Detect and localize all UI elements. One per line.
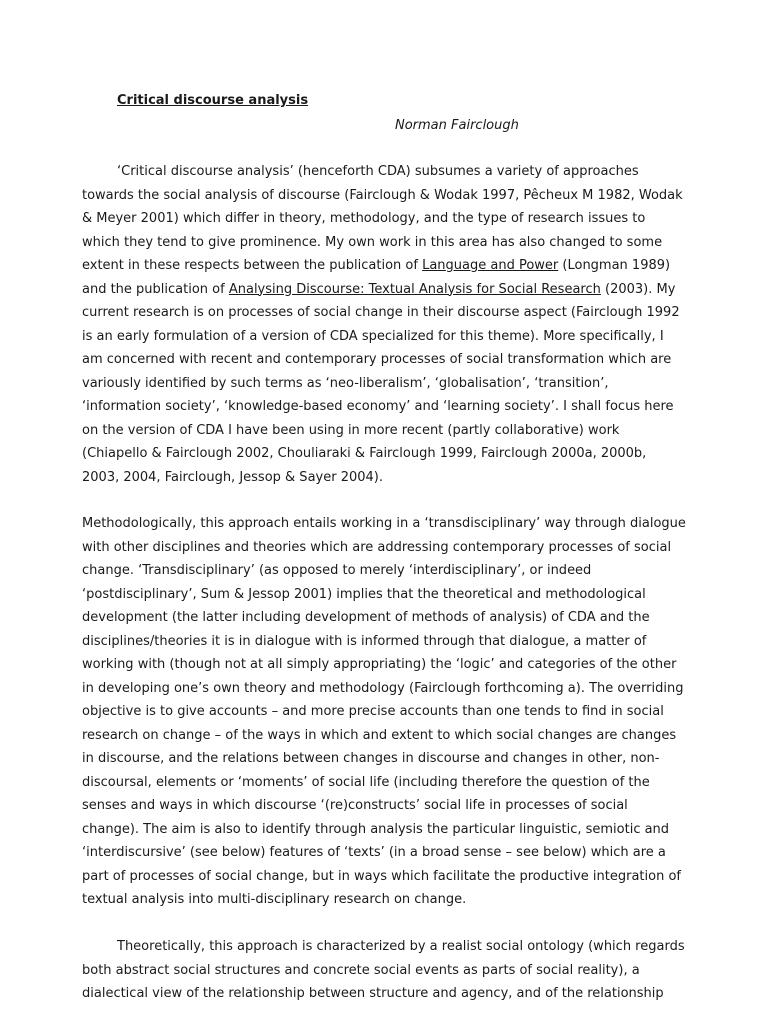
paragraph-introduction — [82, 160, 722, 489]
text-line: Theoretically, this approach is characterized by a realist social ontology (which regards — [117, 939, 685, 954]
text-line: current research is on processes of social change in their discourse aspect (Fairclough 1992 — [82, 305, 680, 320]
text-line — [82, 278, 722, 302]
text-line: is an early formulation of a version of CDA specialized for this theme). More specifically, I — [82, 328, 664, 344]
text-segment: extent in these respects between the publication of — [82, 258, 423, 273]
text-line: & Meyer 2001) which differ in theory, methodology, and the type of research issues to — [82, 211, 646, 226]
text-line: working with (though not at all simply appropriating) the ‘logic’ and categories of the other — [82, 657, 677, 672]
document-title: Critical discourse analysis — [117, 93, 309, 108]
text-line: textual analysis into multi-disciplinary research on change. — [82, 892, 467, 907]
text-line: in discourse, and the relations between changes in discourse and changes in other, non- — [82, 751, 660, 766]
underlined-book-title: Analysing Discourse: Textual Analysis for Social Research — [228, 281, 601, 297]
text-line: change. ‘Transdisciplinary’ (as opposed to merely ‘interdisciplinary’, or indeed — [82, 563, 592, 578]
text-line: ‘postdisciplinary’, Sum & Jessop 2001) implies that the theoretical and methodological — [82, 586, 646, 602]
text-line: (Chiapello & Fairclough 2002, Chouliaraki & Fairclough 1999, Fairclough 2000a, 2000b, — [82, 446, 647, 461]
text-line — [82, 254, 722, 278]
text-line: development (the latter including development of methods of analysis) of CDA and the — [82, 610, 650, 625]
text-line: am concerned with recent and contemporary processes of social transformation which are — [82, 352, 672, 367]
text-line: disciplines/theories it is in dialogue with is informed through that dialogue, a matter of — [82, 633, 647, 649]
paragraph-theory — [82, 935, 722, 1006]
text-line: towards the social analysis of discourse (Fairclough & Wodak 1997, Pêcheux M 1982, Wodak — [82, 187, 683, 203]
text-segment: and the publication of — [82, 281, 229, 297]
text-segment: (2003). My — [600, 281, 676, 297]
text-line: ‘information society’, ‘knowledge-based economy’ and ‘learning society’. I shall focus here — [82, 399, 674, 414]
text-line: discoursal, elements or ‘moments’ of social life (including therefore the question of the — [82, 774, 650, 790]
text-segment: (Longman 1989) — [558, 258, 671, 273]
document-author: Norman Fairclough — [395, 118, 519, 133]
text-line: Methodologically, this approach entails working in a ‘transdisciplinary’ way through dialogue — [82, 516, 686, 531]
text-line: objective is to give accounts – and more precise accounts than one tends to find in social — [82, 704, 664, 719]
text-line: change). The aim is also to identify through analysis the particular linguistic, semiotic and — [82, 821, 670, 837]
text-line: in developing one’s own theory and methodology (Fairclough forthcoming a). The overriding — [82, 680, 684, 696]
text-line: 2003, 2004, Fairclough, Jessop & Sayer 2004). — [82, 469, 383, 485]
text-line: both abstract social structures and concrete social events as parts of social reality), a — [82, 962, 640, 978]
text-line: which they tend to give prominence. My own work in this area has also changed to some — [82, 234, 663, 250]
text-line: dialectical view of the relationship between structure and agency, and of the relationship — [82, 986, 664, 1001]
text-line: part of processes of social change, but in ways which facilitate the productive integration of — [82, 868, 681, 884]
text-line: senses and ways in which discourse ‘(re)constructs’ social life in processes of social — [82, 798, 628, 813]
underlined-book-title: Language and Power — [422, 258, 559, 273]
text-line: ‘Critical discourse analysis’ (henceforth CDA) subsumes a variety of approaches — [117, 164, 639, 179]
text-line: research on change – of the ways in which and extent to which social changes are changes — [82, 727, 677, 743]
paragraph-methodology — [82, 512, 722, 912]
text-line: ‘interdiscursive’ (see below) features of ‘texts’ (in a broad sense – see below) which are a — [82, 845, 666, 860]
text-line: with other disciplines and theories which are addressing contemporary processes of social — [82, 539, 672, 555]
text-line: variously identified by such terms as ‘neo-liberalism’, ‘globalisation’, ‘transition’, — [82, 375, 609, 391]
text-line: on the version of CDA I have been using in more recent (partly collaborative) work — [82, 422, 620, 438]
